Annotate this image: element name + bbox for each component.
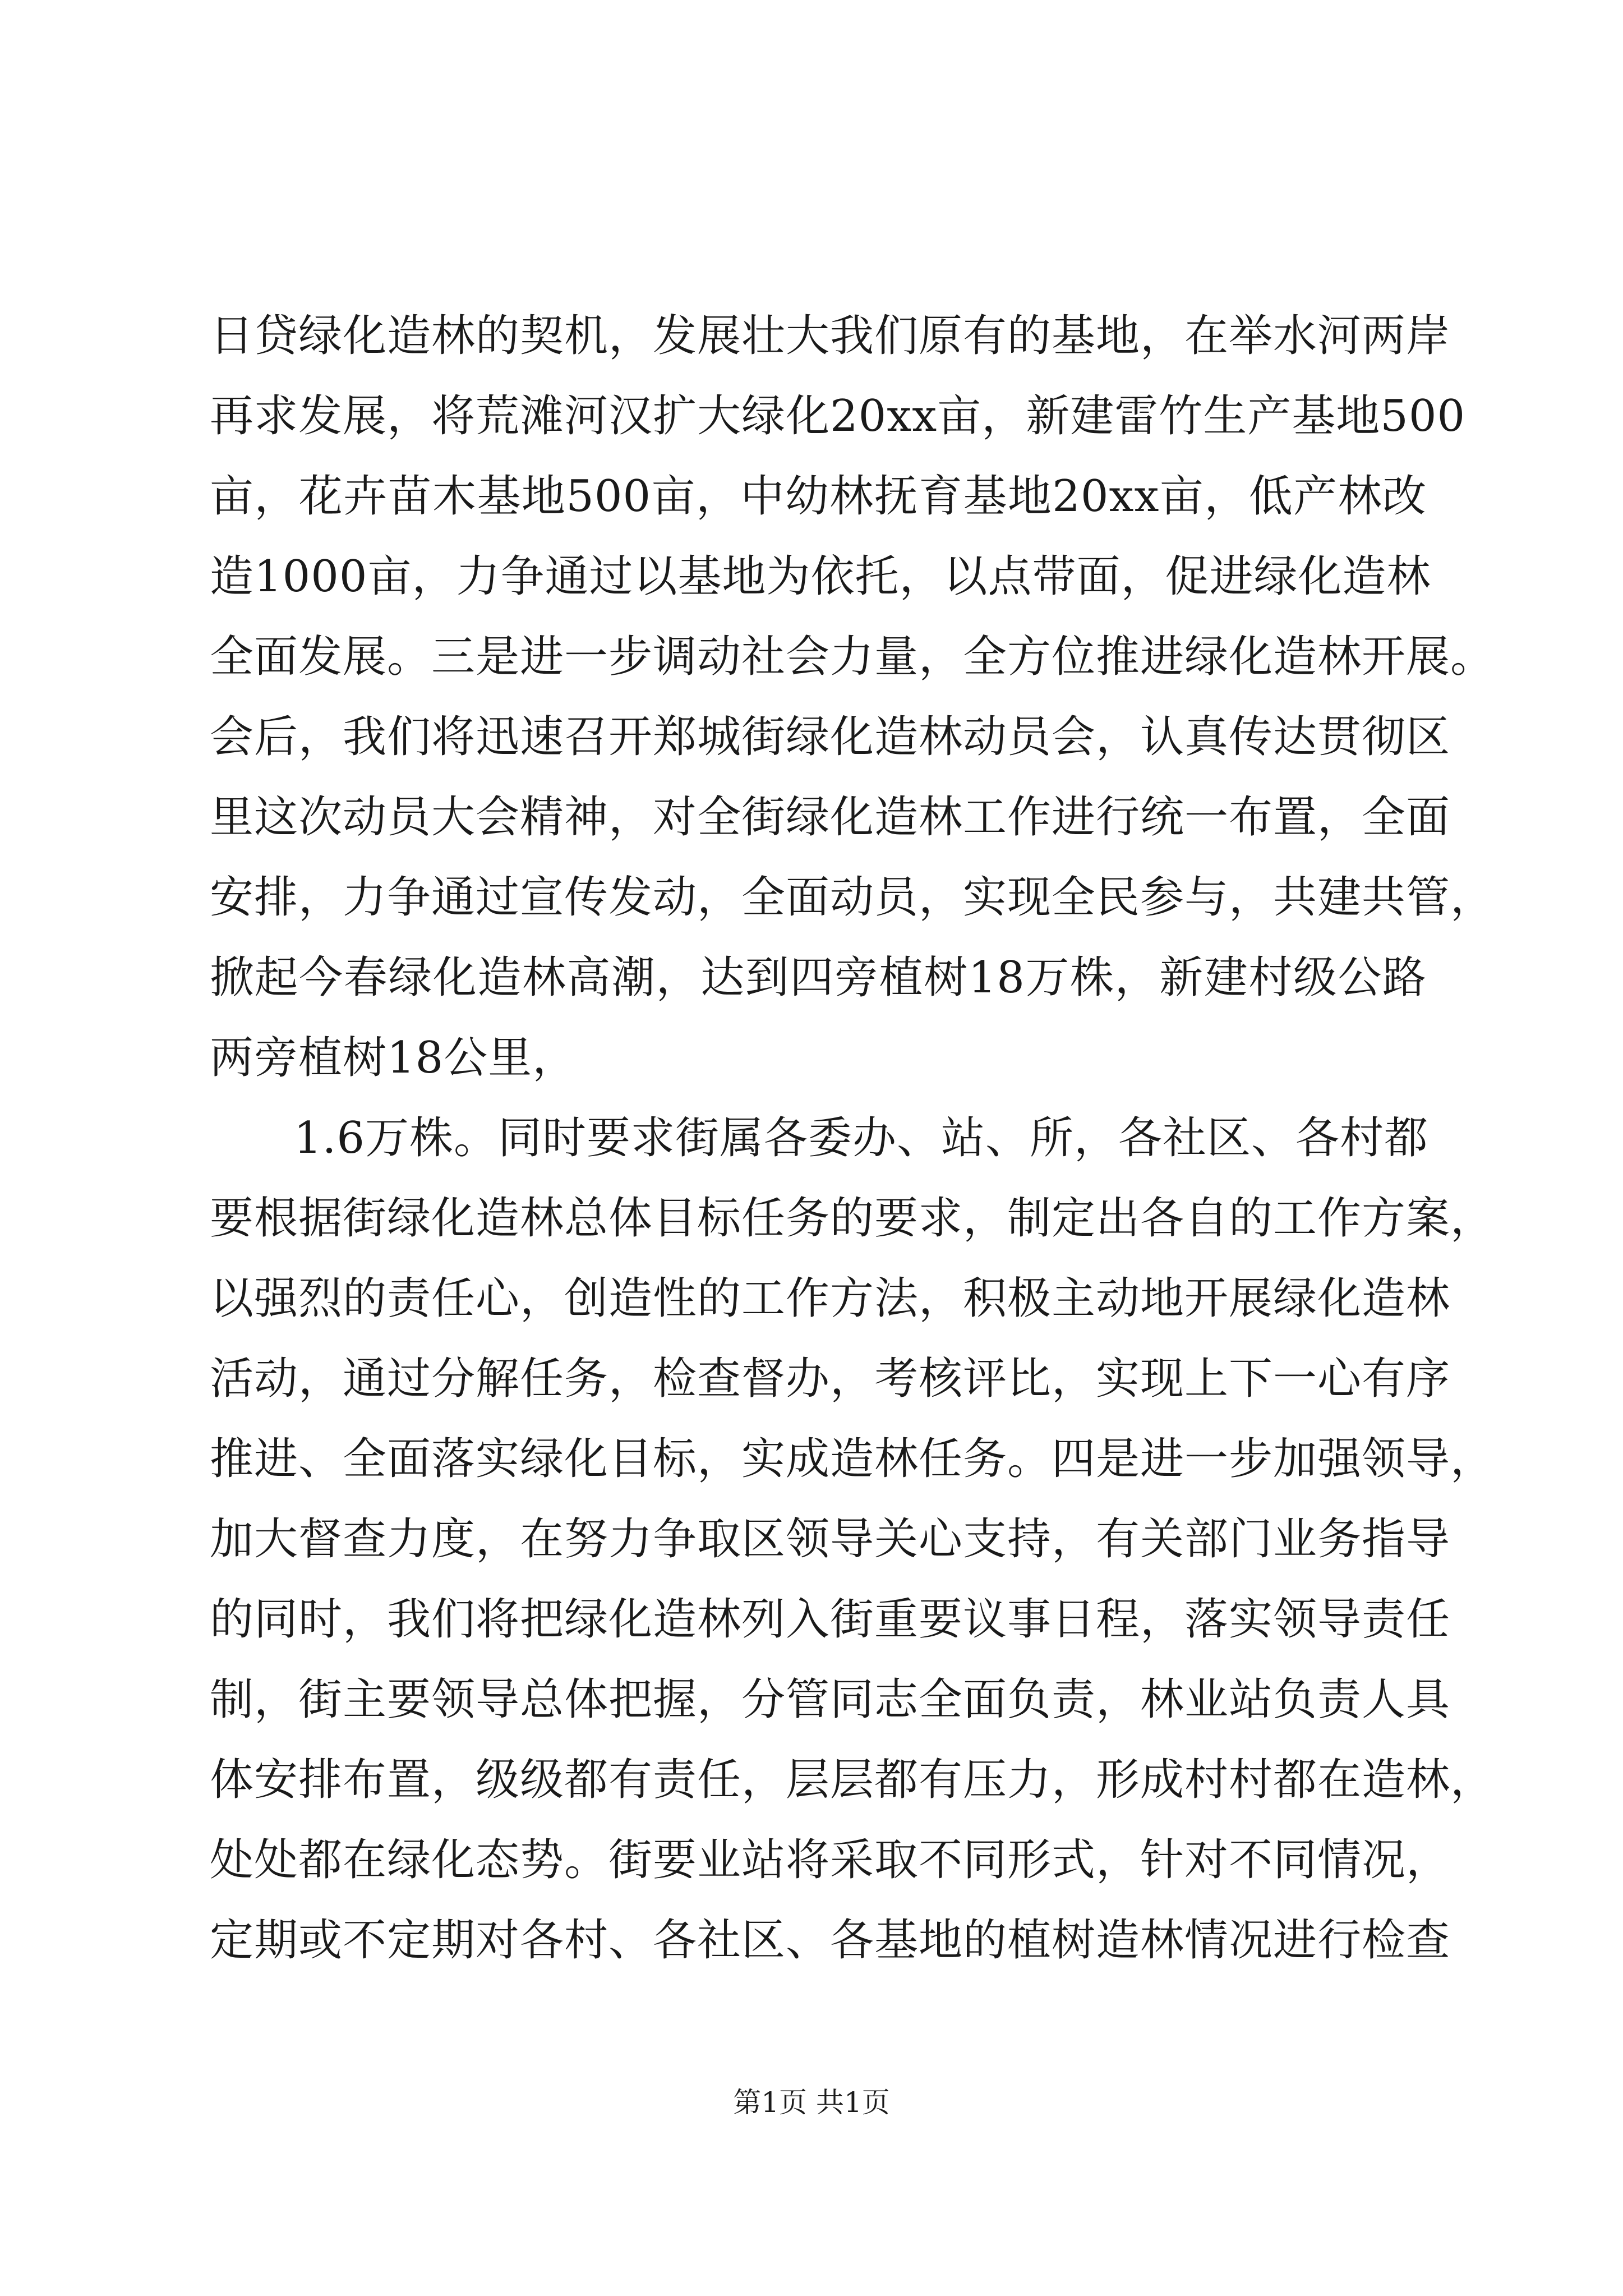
text-line: 亩，花卉苗木基地500亩，中幼林抚育基地20xx亩，低产林改: [210, 471, 1427, 522]
paragraph-first-line: 1.6万株。同时要求街属各委办、站、所，各社区、各村都: [294, 1113, 1429, 1163]
text-line: 造1000亩，力争通过以基地为依托，以点带面，促进绿化造林: [210, 551, 1431, 602]
text-line: 体安排布置，级级都有责任，层层都有压力，形成村村都在造林，: [210, 1755, 1495, 1805]
text-line: 里这次动员大会精神，对全街绿化造林工作进行统一布置，全面: [210, 792, 1451, 843]
text-line: 活动，通过分解任务，检查督办，考核评比，实现上下一心有序: [210, 1354, 1451, 1404]
text-line: 两旁植树18公里，: [210, 1033, 577, 1083]
text-line: 推进、全面落实绿化目标，实成造林任务。四是进一步加强领导，: [210, 1434, 1495, 1484]
body-text: [210, 296, 1495, 1981]
text-line: 处处都在绿化态势。街要业站将采取不同形式，针对不同情况，: [210, 1835, 1451, 1885]
page-footer: 第1页 共1页: [733, 2086, 890, 2119]
text-line: 再求发展，将荒滩河汉扩大绿化20xx亩，新建雷竹生产基地500: [210, 391, 1466, 441]
text-line: 以强烈的责任心，创造性的工作方法，积极主动地开展绿化造林: [210, 1273, 1451, 1324]
text-line: 制，街主要领导总体把握，分管同志全面负责，林业站负责人具: [210, 1674, 1451, 1725]
text-line: 加大督查力度，在努力争取区领导关心支持，有关部门业务指导: [210, 1514, 1451, 1565]
text-line: 掀起今春绿化造林高潮，达到四旁植树18万株，新建村级公路: [210, 953, 1427, 1003]
text-line: 会后，我们将迅速召开郑城街绿化造林动员会，认真传达贯彻区: [210, 712, 1451, 762]
text-line: 全面发展。三是进一步调动社会力量，全方位推进绿化造林开展。: [210, 632, 1495, 682]
text-line: 要根据街绿化造林总体目标任务的要求，制定出各自的工作方案，: [210, 1193, 1495, 1244]
text-line: 日贷绿化造林的契机，发展壮大我们原有的基地，在举水河两岸: [210, 311, 1451, 361]
text-line: 的同时，我们将把绿化造林列入街重要议事日程，落实领导责任: [210, 1594, 1451, 1645]
text-line: 定期或不定期对各村、各社区、各基地的植树造林情况进行检查: [210, 1915, 1451, 1966]
text-line: 安排，力争通过宣传发动，全面动员，实现全民参与，共建共管，: [210, 872, 1495, 923]
